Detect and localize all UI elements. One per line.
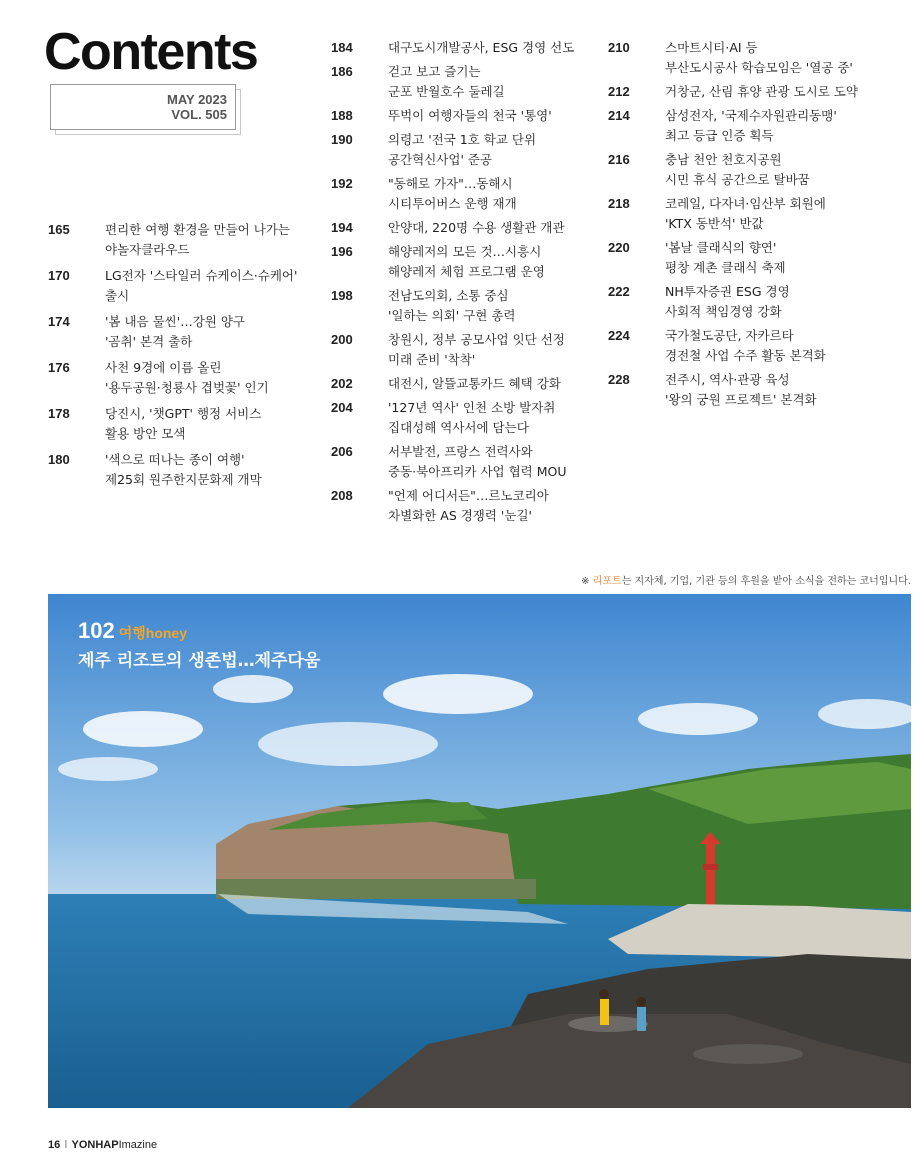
toc-entry-line: 뚜벅이 여행자들의 천국 '통영': [388, 108, 552, 123]
toc-entry-text: [388, 286, 515, 326]
toc-entry-line: 사회적 책임경영 강화: [665, 304, 782, 319]
toc-entry-text: [105, 220, 290, 260]
toc-column-3: [608, 38, 868, 414]
toc-entry-line: '곰취' 본격 출하: [105, 334, 193, 349]
toc-entry[interactable]: [331, 218, 581, 238]
toc-entry-line: 활용 방안 모색: [105, 426, 186, 441]
toc-page-number: 228: [608, 372, 630, 387]
toc-page-number: 198: [331, 288, 353, 303]
toc-entry[interactable]: [331, 486, 581, 526]
toc-entry[interactable]: [331, 106, 581, 126]
toc-entry-line: 평창 계촌 클래식 축제: [665, 260, 786, 275]
toc-entry[interactable]: [608, 150, 868, 190]
toc-entry[interactable]: [48, 450, 308, 490]
toc-entry-line: 야놀자클라우드: [105, 242, 190, 257]
toc-entry-text: [388, 242, 545, 282]
contents-title: Contents: [44, 23, 258, 81]
toc-entry[interactable]: [608, 370, 868, 410]
footer-separator: I: [64, 1138, 68, 1151]
toc-entry[interactable]: [608, 238, 868, 278]
toc-entry-line: 충남 천안 천호지공원: [665, 152, 782, 167]
toc-page-number: 202: [331, 376, 353, 391]
toc-entry-line: 안양대, 220명 수용 생활관 개관: [388, 220, 565, 235]
toc-entry-line: '일하는 의회' 구현 총력: [388, 308, 516, 323]
toc-page-number: 194: [331, 220, 353, 235]
feature-section: 여행honey: [118, 625, 187, 641]
toc-entry[interactable]: [331, 286, 581, 326]
toc-entry-line: 공간혁신사업' 준공: [388, 152, 493, 167]
toc-entry-text: [388, 38, 574, 58]
toc-entry-line: '봄날 클래식의 향연': [665, 240, 777, 255]
jeju-coast-illustration: [48, 594, 911, 1108]
toc-page-number: 188: [331, 108, 353, 123]
toc-entry-text: [105, 312, 245, 352]
toc-entry-line: 출시: [105, 288, 130, 303]
toc-entry-line: '127년 역사' 인천 소방 발자취: [388, 400, 556, 415]
toc-page-number: 165: [48, 222, 70, 237]
toc-entry[interactable]: [48, 266, 308, 306]
toc-entry-line: 전남도의회, 소통 중심: [388, 288, 509, 303]
toc-entry-text: [665, 282, 790, 322]
toc-entry-text: [665, 370, 817, 410]
toc-entry-text: [388, 330, 565, 370]
toc-page-number: 170: [48, 268, 70, 283]
toc-entry[interactable]: [331, 174, 581, 214]
toc-entry-line: 집대성해 역사서에 담는다: [388, 420, 529, 435]
toc-entry[interactable]: [331, 330, 581, 370]
footer-page-number: 16: [48, 1139, 61, 1151]
toc-entry-text: [105, 358, 269, 398]
toc-entry-text: [665, 82, 858, 102]
toc-entry-text: [388, 106, 552, 126]
footer-brand: YONHAP: [71, 1139, 119, 1151]
toc-entry-line: 서부발전, 프랑스 전력사와: [388, 444, 533, 459]
note-text: 는 지자체, 기업, 기관 등의 후원을 받아 소식을 전하는 코너입니다.: [621, 576, 911, 587]
toc-page-number: 200: [331, 332, 353, 347]
toc-entry-text: [388, 442, 567, 482]
toc-entry[interactable]: [608, 326, 868, 366]
toc-entry[interactable]: [48, 358, 308, 398]
toc-page-number: 212: [608, 84, 630, 99]
feature-caption: [78, 618, 320, 671]
toc-entry-line: 해양레저의 모든 것…시흥시: [388, 244, 542, 259]
toc-entry-line: "동해로 가자"…동해시: [388, 176, 513, 191]
toc-entry-text: [388, 374, 561, 394]
toc-entry-text: [388, 398, 555, 438]
toc-entry-line: '색으로 떠나는 종이 여행': [105, 452, 245, 467]
toc-entry-line: 의령고 '전국 1호 학교 단위: [388, 132, 537, 147]
toc-entry-line: 스마트시티·AI 등: [665, 40, 758, 55]
toc-entry-text: [665, 150, 810, 190]
toc-entry-text: [665, 38, 853, 78]
toc-entry-line: 대전시, 알뜰교통카드 혜택 강화: [388, 376, 561, 391]
toc-page-number: 210: [608, 40, 630, 55]
toc-entry-line: "언제 어디서든"…르노코리아: [388, 488, 549, 503]
toc-entry-text: [388, 62, 505, 102]
toc-page-number: 214: [608, 108, 630, 123]
toc-entry-text: [388, 174, 517, 214]
toc-entry[interactable]: [608, 82, 868, 102]
toc-entry-line: 사천 9경에 이름 올린: [105, 360, 222, 375]
toc-entry-line: '봄 내음 물씬'…강원 양구: [105, 314, 245, 329]
toc-entry[interactable]: [331, 242, 581, 282]
toc-entry-text: [105, 266, 297, 306]
toc-entry-text: [105, 450, 262, 490]
toc-page-number: 190: [331, 132, 353, 147]
toc-entry-line: 경전철 사업 수주 활동 본격화: [665, 348, 826, 363]
toc-entry-line: 편리한 여행 환경을 만들어 나가는: [105, 222, 290, 237]
toc-page-number: 180: [48, 452, 70, 467]
footer-brand-suffix: Imazine: [118, 1139, 158, 1151]
toc-entry-line: 국가철도공단, 자카르타: [665, 328, 794, 343]
sponsor-note: [581, 572, 911, 587]
toc-entry[interactable]: [608, 106, 868, 146]
toc-entry-line: 해양레저 체험 프로그램 운영: [388, 264, 545, 279]
toc-page-number: 192: [331, 176, 353, 191]
toc-page-number: 206: [331, 444, 353, 459]
toc-entry-text: [388, 486, 549, 526]
toc-page-number: 196: [331, 244, 353, 259]
toc-entry-line: 전주시, 역사·관광 육성: [665, 372, 790, 387]
toc-page-number: 222: [608, 284, 630, 299]
toc-page-number: 208: [331, 488, 353, 503]
page-footer: [48, 1138, 157, 1151]
toc-entry[interactable]: [331, 374, 581, 394]
toc-page-number: 224: [608, 328, 630, 343]
issue-box: [50, 84, 236, 130]
feature-photo[interactable]: [48, 594, 911, 1108]
toc-entry-line: 시민 휴식 공간으로 탈바꿈: [665, 172, 810, 187]
toc-entry[interactable]: [48, 404, 308, 444]
toc-entry-line: '용두공원·청룡사 겹벚꽃' 인기: [105, 380, 269, 395]
toc-page-number: 176: [48, 360, 70, 375]
toc-entry-line: 삼성전자, '국제수자원관리동맹': [665, 108, 837, 123]
toc-page-number: 216: [608, 152, 630, 167]
toc-entry-line: 군포 반월호수 둘레길: [388, 84, 505, 99]
toc-entry-text: [665, 326, 826, 366]
toc-entry[interactable]: [48, 220, 308, 260]
toc-entry[interactable]: [331, 398, 581, 438]
toc-entry[interactable]: [331, 38, 581, 58]
toc-entry-line: 코레일, 다자녀·임산부 회원에: [665, 196, 826, 211]
toc-entry-line: '왕의 궁원 프로젝트' 본격화: [665, 392, 817, 407]
toc-entry-text: [388, 130, 536, 170]
toc-entry-text: [665, 238, 786, 278]
feature-title: 제주 리조트의 생존법…제주다움: [78, 651, 321, 671]
toc-entry-line: 걷고 보고 즐기는: [388, 64, 481, 79]
toc-page-number: 174: [48, 314, 70, 329]
toc-entry-line: NH투자증권 ESG 경영: [665, 284, 790, 299]
toc-entry-line: 'KTX 동반석' 반값: [665, 216, 764, 231]
toc-entry-line: 최고 등급 인증 획득: [665, 128, 774, 143]
toc-entry-text: [388, 218, 565, 238]
toc-entry[interactable]: [331, 442, 581, 482]
toc-entry-line: 당진시, '챗GPT' 행정 서비스: [105, 406, 262, 421]
note-prefix: ※: [581, 576, 593, 587]
toc-entry-text: [105, 404, 261, 444]
toc-entry-line: 미래 준비 '착착': [388, 352, 476, 367]
toc-page-number: 184: [331, 40, 353, 55]
toc-entry-line: LG전자 '스타일러 슈케이스·슈케어': [105, 268, 298, 283]
toc-entry-text: [665, 106, 837, 146]
toc-entry[interactable]: [608, 282, 868, 322]
feature-page-number: 102: [78, 618, 115, 643]
toc-page-number: 186: [331, 64, 353, 79]
toc-entry-line: 창원시, 정부 공모사업 잇단 선정: [388, 332, 565, 347]
toc-entry-line: 제25회 원주한지문화제 개막: [105, 472, 262, 487]
toc-entry-line: 중동·북아프리카 사업 협력 MOU: [388, 464, 567, 479]
issue-volume: VOL. 505: [171, 107, 227, 122]
toc-entry[interactable]: [331, 130, 581, 170]
toc-page-number: 218: [608, 196, 630, 211]
toc-entry-line: 대구도시개발공사, ESG 경영 선도: [388, 40, 575, 55]
toc-entry-line: 부산도시공사 학습모임은 '열공 중': [665, 60, 853, 75]
toc-column-1: [48, 220, 308, 496]
toc-page-number: 220: [608, 240, 630, 255]
toc-entry-text: [665, 194, 826, 234]
issue-month: MAY 2023: [167, 92, 227, 107]
toc-entry-line: 차별화한 AS 경쟁력 '눈길': [388, 508, 532, 523]
toc-page-number: 178: [48, 406, 70, 421]
toc-entry[interactable]: [608, 194, 868, 234]
toc-column-2: [331, 38, 581, 530]
toc-entry-line: 거창군, 산림 휴양 관광 도시로 도약: [665, 84, 858, 99]
toc-entry-line: 시티투어버스 운행 재개: [388, 196, 517, 211]
toc-entry[interactable]: [608, 38, 868, 78]
toc-entry[interactable]: [331, 62, 581, 102]
toc-page-number: 204: [331, 400, 353, 415]
note-highlight: 리포트: [592, 576, 622, 587]
toc-entry[interactable]: [48, 312, 308, 352]
